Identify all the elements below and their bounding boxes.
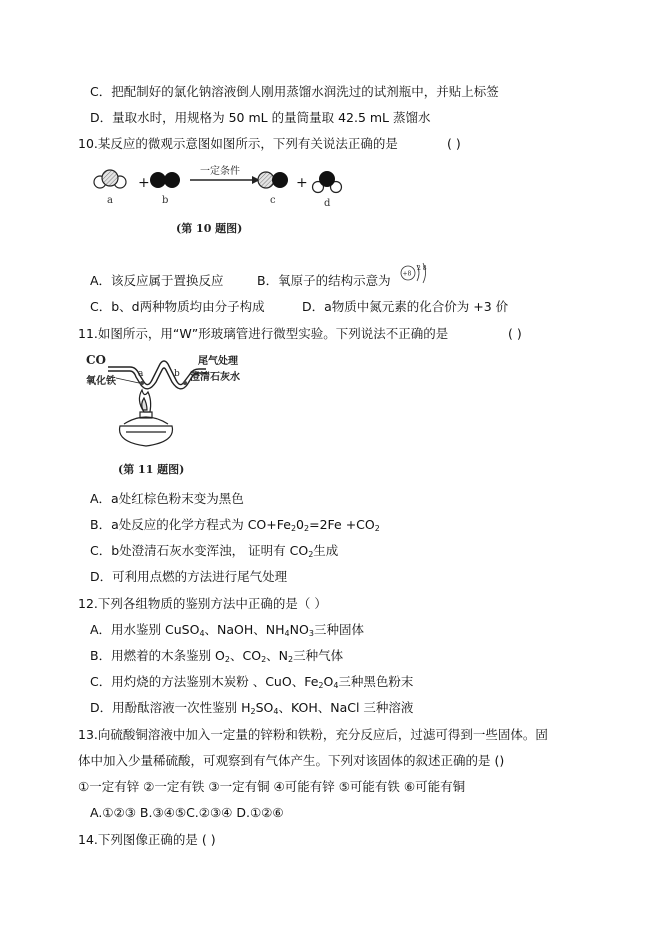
point-b-label: b xyxy=(174,369,180,379)
question-13-statements: ①一定有锌 ②一定有铁 ③一定有铜 ④可能有锌 ⑤可能有铁 ⑥可能有铜 xyxy=(78,779,466,794)
option-10d: D．a物质中氮元素的化合价为 +3 价 xyxy=(302,299,509,314)
alcohol-lamp-icon xyxy=(120,390,173,446)
label-b: b xyxy=(162,195,169,206)
question-10-stem: 10.某反应的微观示意图如图所示，下列有关说法正确的是 xyxy=(78,136,398,151)
molecule-c-icon xyxy=(258,172,288,188)
oxygen-atom-structure-icon xyxy=(398,258,434,288)
question-13-line-1: 13.向硫酸铜溶液中加入一定量的锌粉和铁粉，充分反应后，过滤可得到一些固体。固 xyxy=(78,727,548,742)
option-10c: C．b、d两种物质均由分子构成 xyxy=(90,299,265,314)
point-a-label: a xyxy=(138,369,144,379)
question-11-stem: 11.如图所示，用“W”形玻璃管进行微型实验。下列说法不正确的是 xyxy=(78,326,449,341)
label-c: c xyxy=(270,195,276,206)
tail-gas-label: 尾气处理 xyxy=(198,356,238,367)
co-label: CO xyxy=(86,353,107,367)
question-13-options: A.①②③ B.③④⑤C.②③④ D.①②⑥ xyxy=(90,805,284,820)
option-11b: B．a处反应的化学方程式为 $CO+Fe_20_2=2Fe +CO_2$ xyxy=(90,517,380,533)
option-11a: A．a处红棕色粉末变为黑色 xyxy=(90,491,244,506)
arrow-label: 一定条件 xyxy=(200,166,240,177)
answer-paren-10: ( ) xyxy=(447,136,461,151)
option-12a: A．用水鉴别 CuSO$_4$、NaOH、$NH_4NO_3$三种固体 xyxy=(90,622,364,638)
label-a: a xyxy=(107,195,113,206)
question-13-line-2: 体中加入少量稀硫酸，可观察到有气体产生。下列对该固体的叙述正确的是 () xyxy=(78,753,505,768)
reaction-arrow-icon xyxy=(190,176,260,184)
option-10b: B．氧原子的结构示意为 xyxy=(257,273,391,288)
svg-text:+: + xyxy=(138,175,150,191)
option-9c: C．把配制好的氯化钠溶液倒人刚用蒸馏水润洗过的试剂瓶中，并贴上标签 xyxy=(90,84,499,99)
option-12d: D．用酚酞溶液一次性鉴别 $H_2SO_4$、KOH、NaCl 三种溶液 xyxy=(90,700,414,716)
svg-text:+: + xyxy=(296,175,308,191)
option-9d: D．量取水时，用规格为 50 mL 的量筒量取 42.5 mL 蒸馏水 xyxy=(90,110,431,125)
question-14-stem: 14.下列图像正确的是 ( ) xyxy=(78,832,216,847)
label-d: d xyxy=(324,198,331,209)
question-12-stem: 12.下列各组物质的鉴别方法中正确的是（ ） xyxy=(78,596,327,611)
figure-11-caption: (第 11 题图) xyxy=(118,463,185,476)
molecule-d-icon xyxy=(313,171,342,193)
figure-10-caption: (第 10 题图) xyxy=(176,222,243,235)
molecule-b-icon xyxy=(150,172,180,188)
option-10a: A．该反应属于置换反应 xyxy=(90,273,224,288)
molecule-a-icon xyxy=(94,170,126,188)
option-11c: C．b处澄清石灰水变浑浊， 证明有 $CO_2$生成 xyxy=(90,543,339,559)
option-12c: C．用灼烧的方法鉴别木炭粉 、CuO、$Fe_2O_4$三种黑色粉末 xyxy=(90,674,414,690)
option-11d: D．可利用点燃的方法进行尾气处理 xyxy=(90,569,288,584)
iron-oxide-label: 氧化铁 xyxy=(86,376,116,387)
w-tube-apparatus xyxy=(86,350,266,450)
option-12b: B．用燃着的木条鉴别 $O_2$、$CO_2$、$N_2$三种气体 xyxy=(90,648,344,664)
nucleus-charge: +8 xyxy=(402,270,412,278)
electron-shells: 2 8 xyxy=(417,265,427,272)
limewater-label: 澄清石灰水 xyxy=(190,372,240,383)
answer-paren-11: ( ) xyxy=(508,326,522,341)
